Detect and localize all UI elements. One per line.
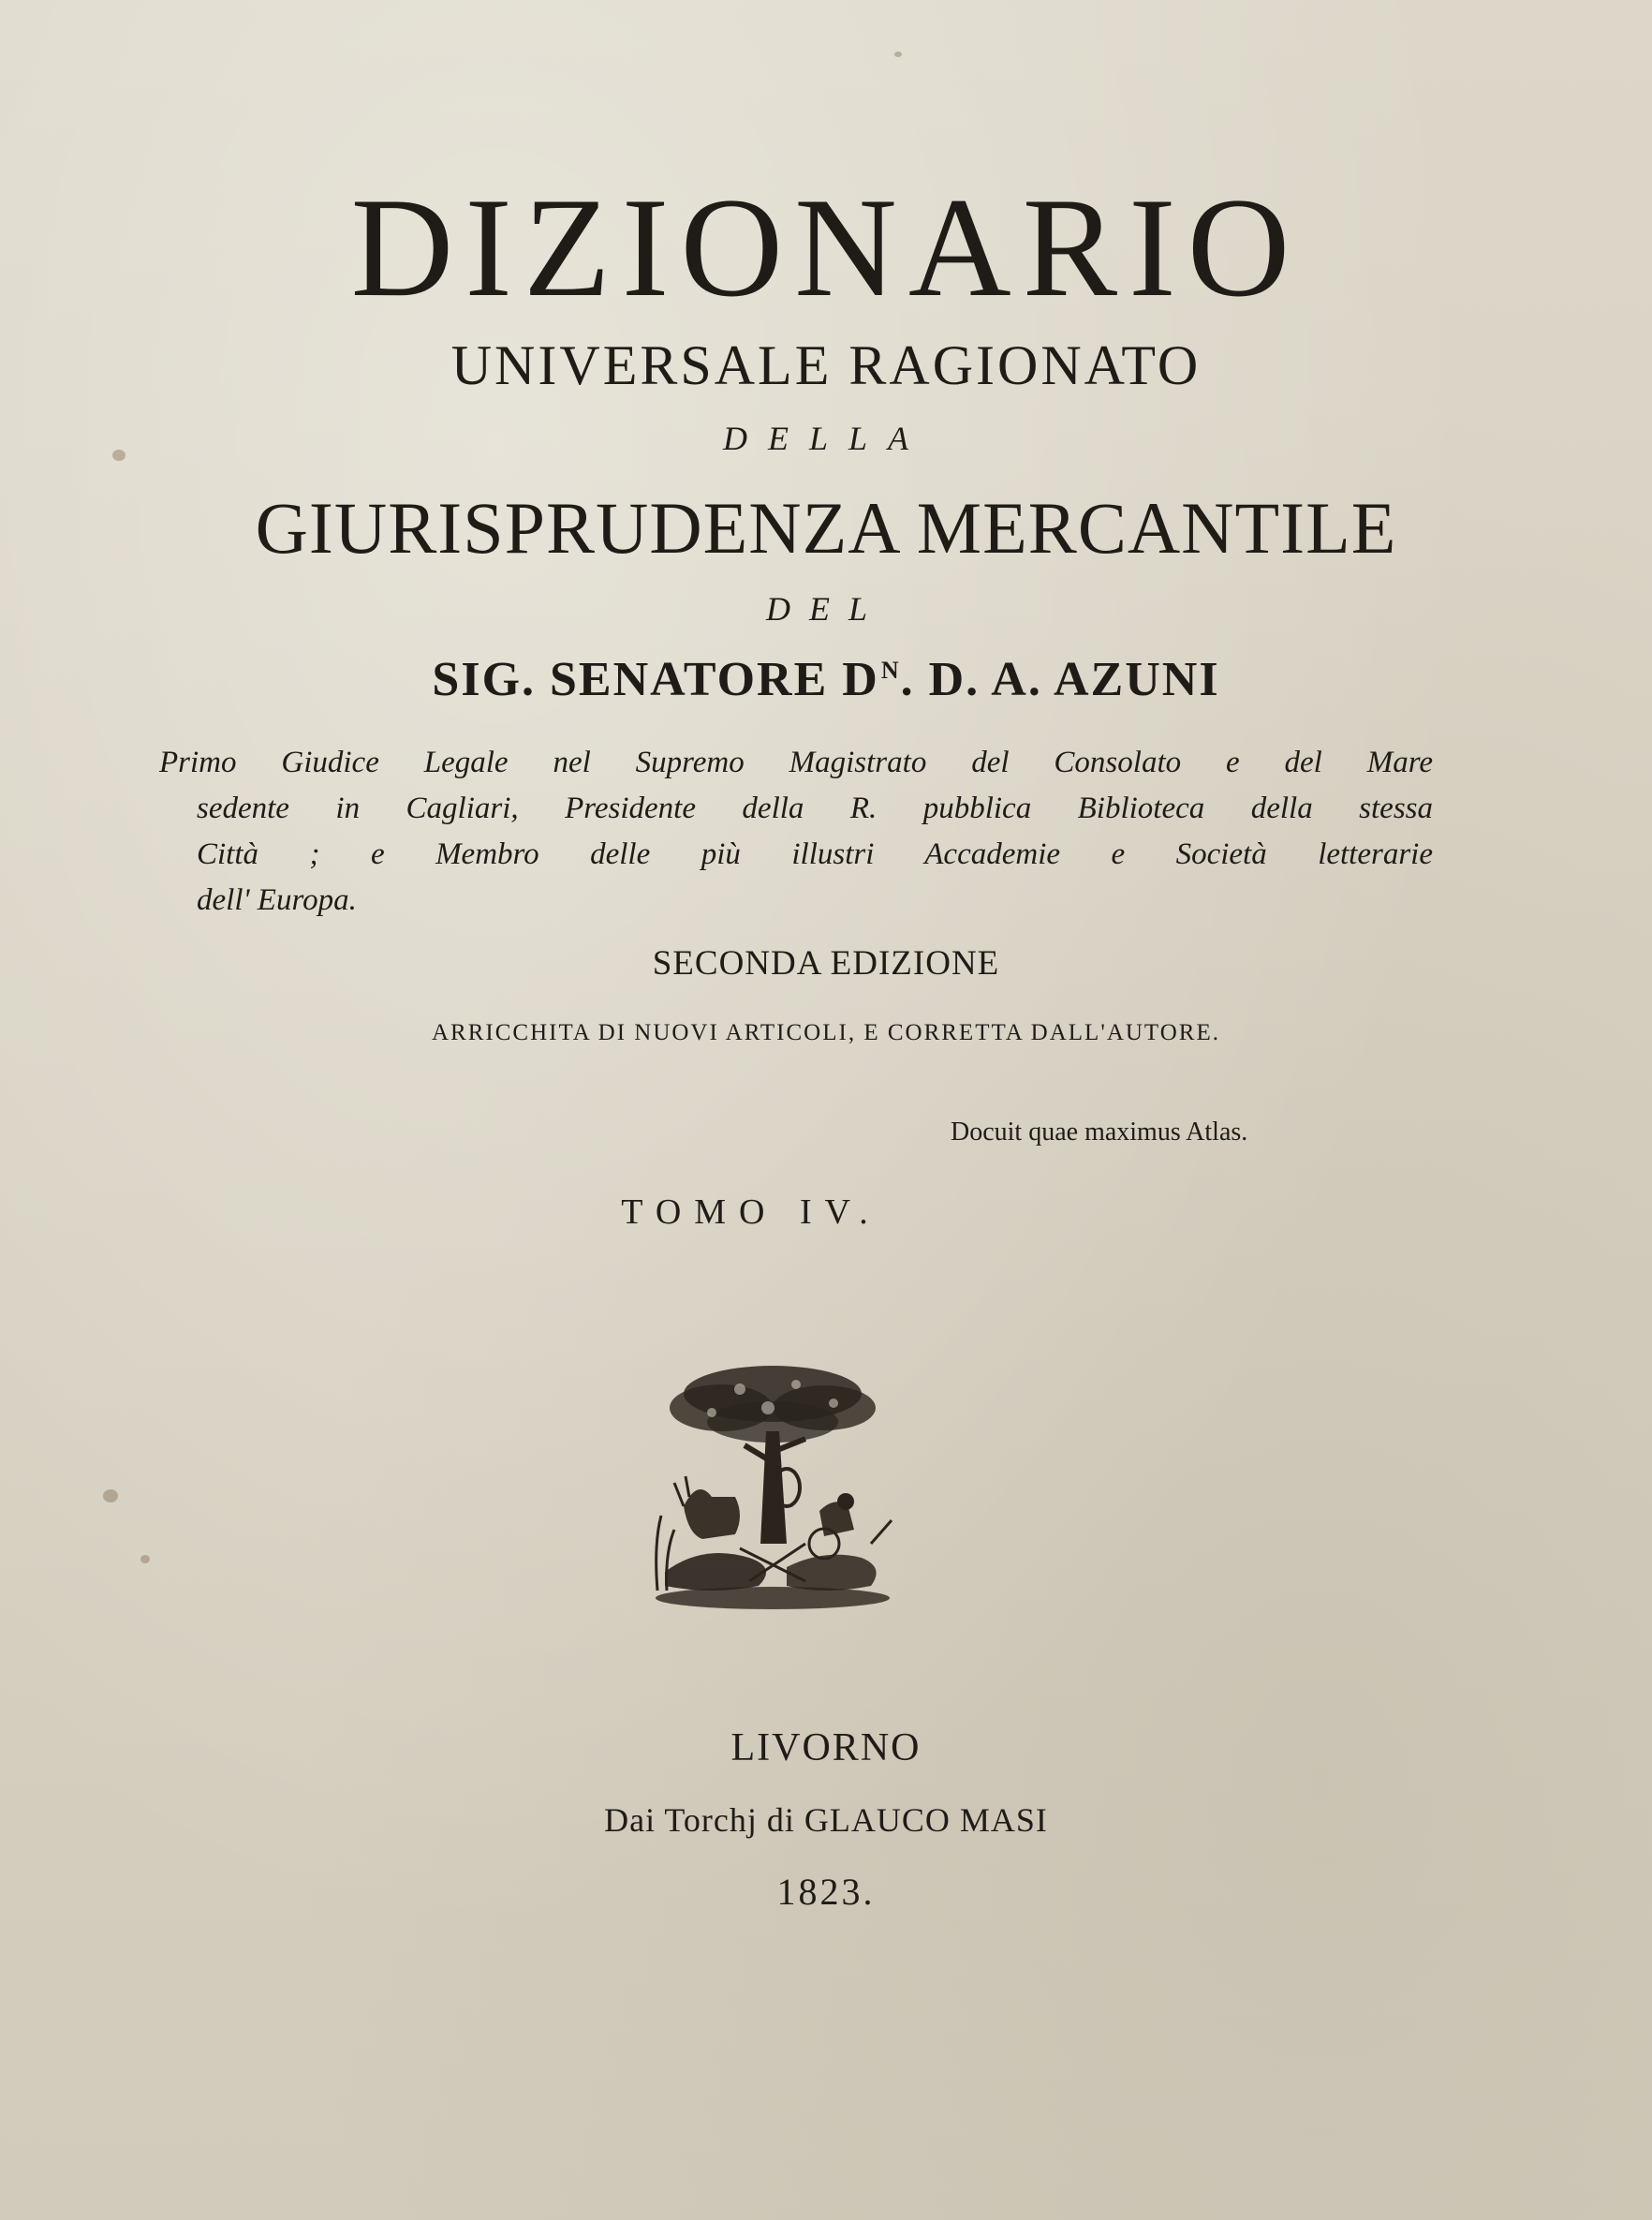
imprint-printer: Dai Torchj di GLAUCO MASI	[604, 1801, 1048, 1839]
connector-del: DEL	[765, 590, 886, 628]
description-line-4: dell' Europa.	[197, 883, 357, 917]
book-title: DIZIONARIO	[350, 169, 1302, 326]
description-line-2: sedente in Cagliari, Presidente della R. pubblica Biblioteca della stessa	[197, 792, 1433, 825]
foxing-spot	[103, 1489, 118, 1502]
author-line	[0, 653, 1652, 706]
description-line-1: Primo Giudice Legale nel Supremo Magistrato del Consolato e del Mare	[159, 746, 1433, 779]
connector-della: DELLA	[722, 420, 930, 457]
edition: SECONDA EDIZIONE	[652, 944, 1000, 983]
motto: Docuit quae maximus Atlas.	[951, 1117, 1248, 1147]
description-line-3: Città ; e Membro delle più illustri Accademie e Società letterarie	[197, 837, 1433, 871]
author-superscript: N	[880, 656, 901, 684]
author-suffix: . D. A. AZUNI	[900, 653, 1220, 706]
imprint-place: LIVORNO	[730, 1726, 922, 1769]
foxing-spot	[894, 52, 902, 57]
edition-note: ARRICCHITA DI NUOVI ARTICOLI, E CORRETTA DALL'AUTORE.	[431, 1020, 1220, 1045]
foxing-spot	[140, 1555, 150, 1563]
volume-number: TOMO IV.	[621, 1192, 881, 1232]
subtitle-line-1: UNIVERSALE RAGIONATO	[450, 334, 1202, 396]
subtitle-line-2: GIURISPRUDENZA MERCANTILE	[255, 487, 1397, 569]
printer-vignette-icon	[646, 1356, 899, 1619]
author-description	[159, 740, 1433, 924]
imprint-year: 1823.	[776, 1871, 876, 1913]
author-prefix: SIG. SENATORE D	[432, 653, 879, 706]
